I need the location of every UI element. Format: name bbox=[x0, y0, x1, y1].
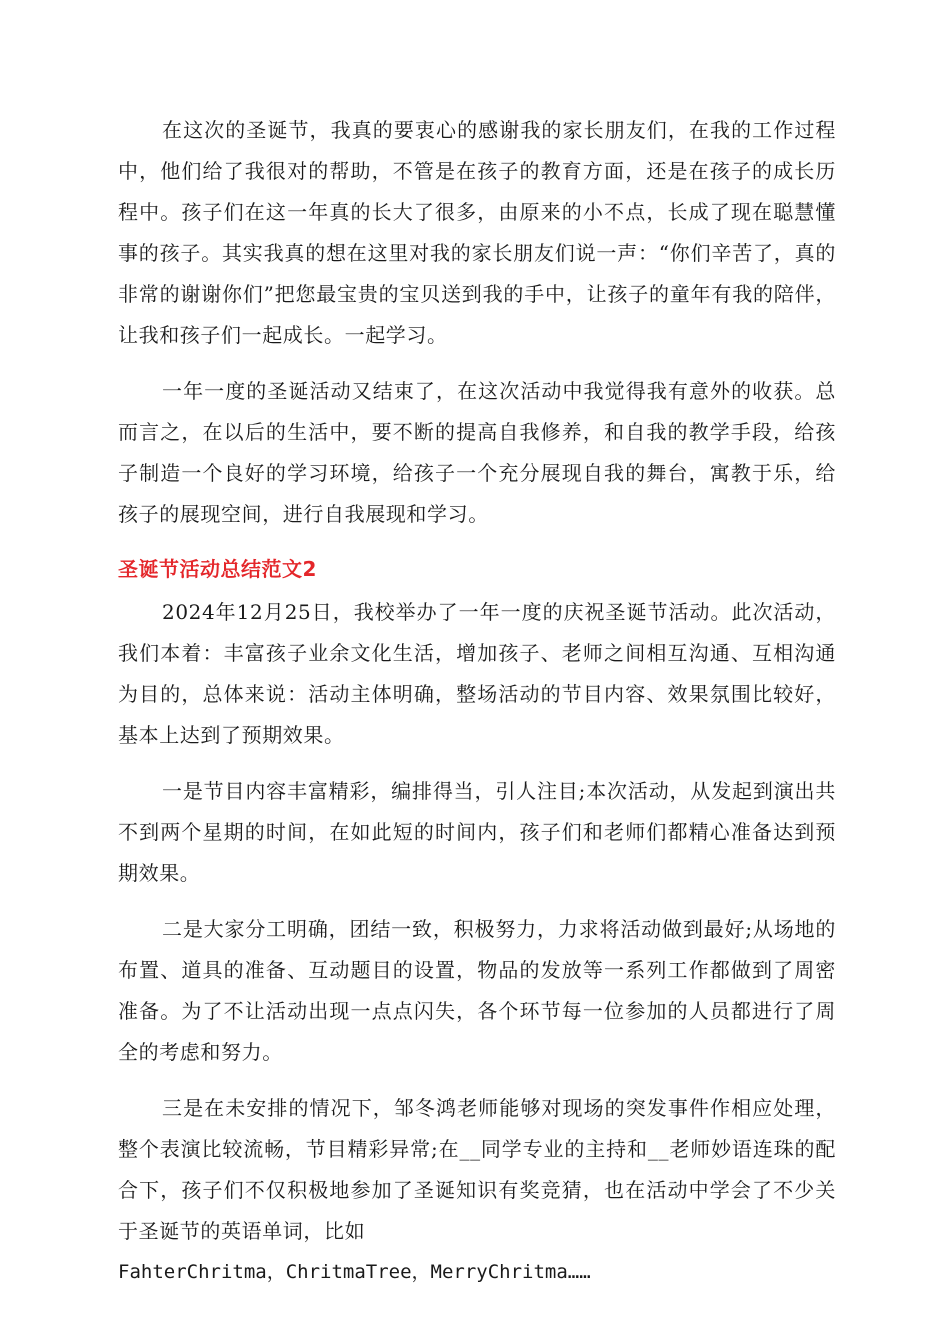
section-heading: 圣诞节活动总结范文2 bbox=[118, 557, 317, 581]
paragraph-point-three: 三是在未安排的情况下，邹冬鸿老师能够对现场的突发事件作相应处理，整个表演比较流畅，节目精彩异常;在__同学专业的主持和__老师妙语连珠的配合下，孩子们不仅积极地参加了圣诞知识有奖竞猜，也在活动中学会了不少关于圣诞节的英语单词，比如 bbox=[118, 1096, 836, 1243]
paragraph-event-summary: 2024年12月25日，我校举办了一年一度的庆祝圣诞节活动。此次活动，我们本着：丰富孩子业余文化生活，增加孩子、老师之间相互沟通、互相沟通为目的，总体来说：活动主体明确，整场活动的节目内容、效果氛围比较好，基本上达到了预期效果。 bbox=[118, 600, 836, 747]
english-words-line: FahterChritma，ChritmaTree，MerryChritma…… bbox=[118, 1261, 591, 1283]
paragraph-reflection: 一年一度的圣诞活动又结束了，在这次活动中我觉得我有意外的收获。总而言之，在以后的生活中，要不断的提高自我修养，和自我的教学手段，给孩子制造一个良好的学习环境，给孩子一个充分展现自我的舞台，寓教于乐，给孩子的展现空间，进行自我展现和学习。 bbox=[118, 379, 836, 526]
paragraph-thanks: 在这次的圣诞节，我真的要衷心的感谢我的家长朋友们，在我的工作过程中，他们给了我很对的帮助，不管是在孩子的教育方面，还是在孩子的成长历程中。孩子们在这一年真的长大了很多，由原来的小不点，长成了现在聪慧懂事的孩子。其实我真的想在这里对我的家长朋友们说一声：“你们辛苦了，真的非常的谢谢你们”把您最宝贵的宝贝送到我的手中，让孩子的童年有我的陪伴，让我和孩子们一起成长。一起学习。 bbox=[118, 118, 836, 347]
paragraph-point-one: 一是节目内容丰富精彩，编排得当，引人注目;本次活动，从发起到演出共不到两个星期的时间，在如此短的时间内，孩子们和老师们都精心准备达到预期效果。 bbox=[118, 779, 836, 885]
document-page bbox=[118, 110, 836, 1293]
paragraph-point-two: 二是大家分工明确，团结一致，积极努力，力求将活动做到最好;从场地的布置、道具的准备、互动题目的设置，物品的发放等一系列工作都做到了周密准备。为了不让活动出现一点点闪失，各个环节每一位参加的人员都进行了周全的考虑和努力。 bbox=[118, 917, 836, 1064]
